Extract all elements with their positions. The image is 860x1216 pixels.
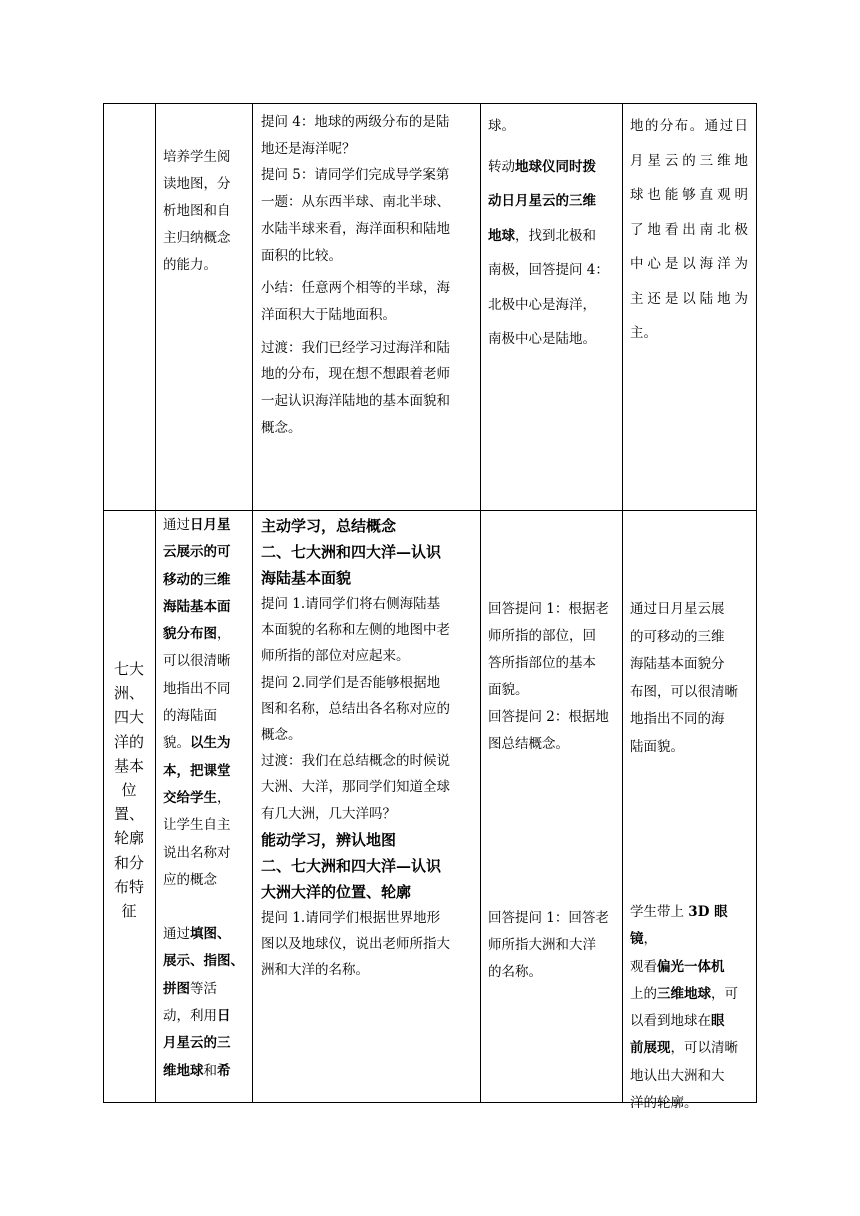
- column-divider-2: [252, 103, 253, 1103]
- row1-student-activity-cell: 球。 转动地球仪同时拨 动日月星云的三维 地球，找到北极和 南极，回答提问 4： 北极中心是海洋， 南极中心是陆地。: [488, 118, 609, 347]
- column-divider-1: [155, 103, 156, 1103]
- column-divider-3: [480, 103, 481, 1103]
- row-divider: [103, 510, 757, 511]
- row1-objective-cell: 培养学生阅 读地图，分 析地图和自 主归纳概念 的能力。: [163, 149, 231, 273]
- row2-design-intent-cell-a: 通过日月星云展 的可移动的三维 海陆基本面貌分 布图，可以很清晰 地指出不同的海 陆面貌。: [630, 601, 738, 755]
- row2-student-activity-cell-a: 回答提问 1：根据老 师所指的部位，回 答所指部位的基本 面貌。 回答提问 2：根据地 图总结概念。: [488, 601, 609, 752]
- section-heading: 能动学习，辨认地图: [261, 830, 397, 849]
- row2-design-intent-cell-b: 学生带上 3D 眼镜， 观看偏光一体机 上的三维地球，可 以看到地球在眼 前展现，可以清晰 地认出大洲和大 洋的轮廓。: [630, 904, 738, 1112]
- row1-design-intent-cell: 地的分布。通过日 月星云的三维地 球也能够直观明 了地看出南北极 中心是以海洋为 主还是以陆地为 主。: [630, 118, 748, 341]
- row2-student-activity-cell-b: 回答提问 1：回答老 师所指大洲和大洋 的名称。: [488, 910, 609, 980]
- section-heading: 主动学习，总结概念: [261, 517, 397, 535]
- row2-topic-cell: 七大 洲、 四大 洋的 基本 位 置、 轮廓 和分 布特 征: [113, 660, 144, 921]
- column-divider-4: [622, 103, 623, 1103]
- table-border-left: [103, 103, 104, 1103]
- table-border-top: [103, 103, 757, 104]
- row1-teacher-activity-cell: 提问 4：地球的两级分布的是陆 地还是海洋呢？ 提问 5：请同学们完成导学案第 一题：从东西半球、南北半球、 水陆半球来看，海洋面积和陆地 面积的比较。 小结：任意两个相等的半球，海 洋面积大于陆地面积。 过渡：我们已经学习过海洋和陆 地的分布，现在想不想跟着老师 一起认识海洋陆地的基本面貌和 概念。: [261, 114, 450, 436]
- row2-objective-cell: 通过日月星 云展示的可 移动的三维 海陆基本面 貌分布图， 可以很清晰 地指出不同 的海陆面 貌。以生为 本，把课堂 交给学生， 让学生自主 说出名称对 应的概念 通过填图、 展示、指图、 拼图等活 动，利用日 月星云的三 维地球和希: [163, 517, 244, 1079]
- table-border-right: [756, 103, 757, 1103]
- row2-teacher-activity-cell: 主动学习，总结概念 二、七大洲和四大洋—认识 海陆基本面貌 提问 1.请同学们将右侧海陆基 本面貌的名称和左侧的地图中老 师所指的部位对应起来。 提问 2.同学们是否能够根据地 图和名称，总结出各名称对应的 概念。 过渡：我们在总结概念的时候说 大洲、大洋，那同学们知道全球 有几大洲，几大洋吗？ 能动学习，辨认地图 二、七大洲和四大洋—认识 大洲大洋的位置、轮廓 提问 1.请同学们根据世界地形 图以及地球仪，说出老师所指大 洲和大洋的名称。: [261, 513, 477, 983]
